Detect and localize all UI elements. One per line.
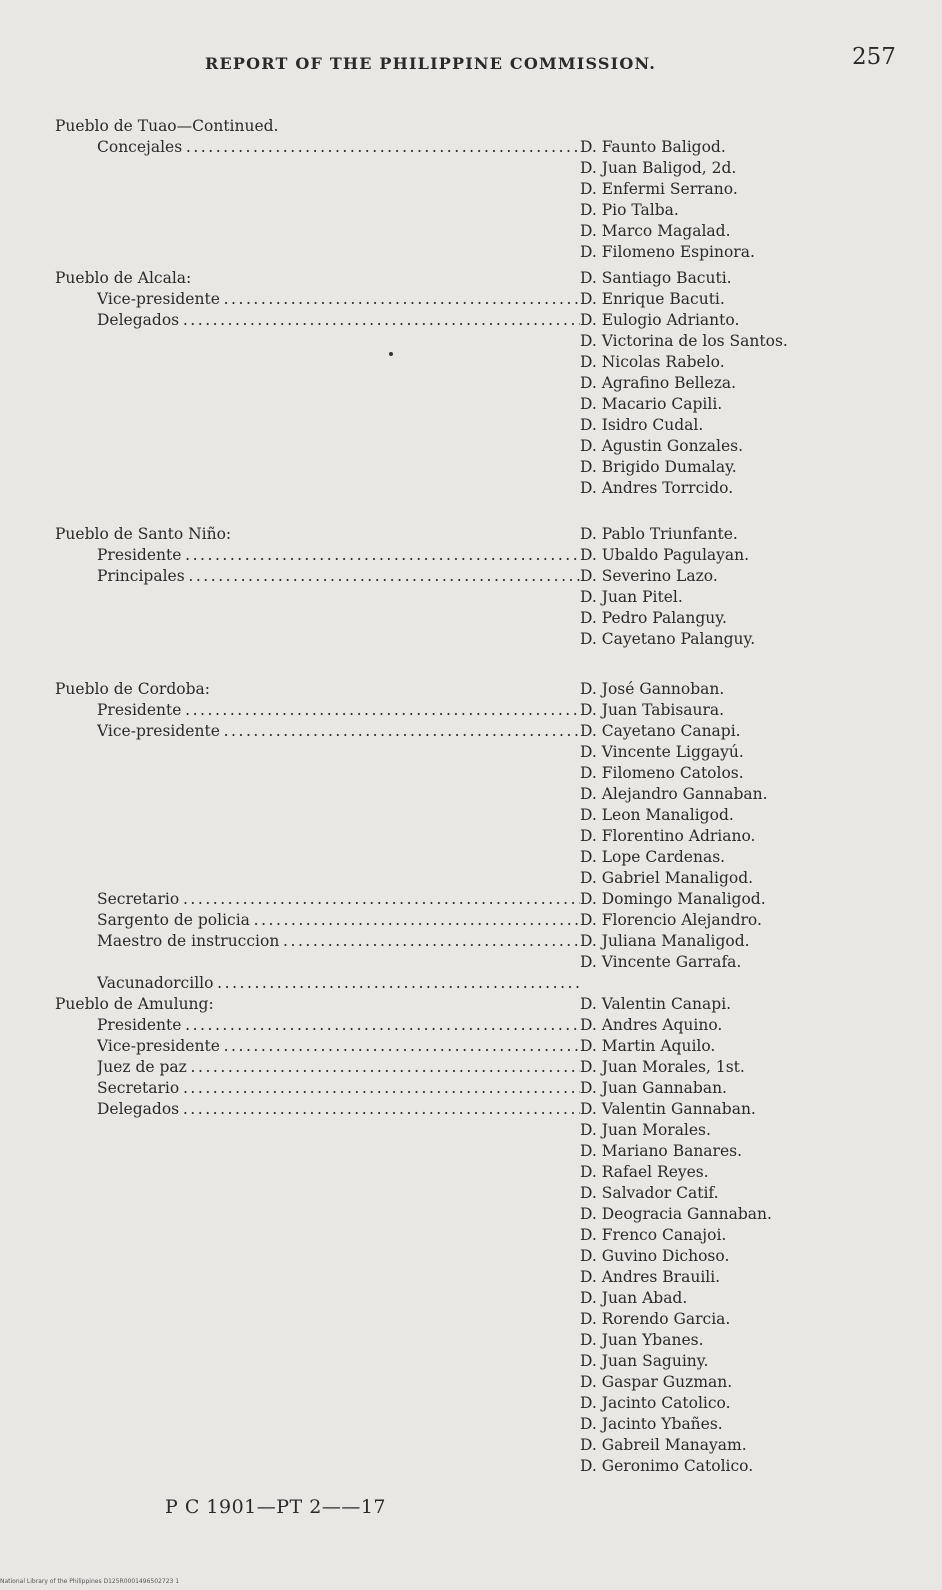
- official-row: [55, 1078, 855, 1099]
- official-name: D. Agrafino Belleza.: [580, 374, 737, 392]
- official-name: D. José Gannoban.: [580, 680, 725, 698]
- official-name: D. Jacinto Ybañes.: [580, 1415, 723, 1433]
- office-label: Vice-presidente . . .: [97, 289, 580, 310]
- official-row: [55, 1351, 855, 1372]
- official-name: D. Isidro Cudal.: [580, 416, 704, 434]
- office-label: Delegados . . .: [97, 1099, 580, 1120]
- official-row: [55, 931, 855, 952]
- office-label: Concejales . . .: [97, 137, 580, 158]
- page-number: 257: [852, 44, 896, 70]
- official-name: D. Martin Aquilo.: [580, 1037, 716, 1055]
- official-name: D. Rafael Reyes.: [580, 1163, 709, 1181]
- pueblo-title: Pueblo de Alcala:: [55, 269, 192, 287]
- official-row: [55, 289, 855, 310]
- official-row: [55, 1015, 855, 1036]
- official-row: [55, 847, 855, 868]
- official-name: D. Juan Abad.: [580, 1289, 688, 1307]
- official-row: [55, 1288, 855, 1309]
- pueblo-section: [55, 679, 855, 994]
- official-row: [55, 1393, 855, 1414]
- official-name: D. Filomeno Espinora.: [580, 243, 755, 261]
- official-row: [55, 415, 855, 436]
- office-label: Secretario . . .: [97, 889, 580, 910]
- official-row: [55, 1309, 855, 1330]
- official-name: D. Gaspar Guzman.: [580, 1373, 733, 1391]
- official-row: [55, 805, 855, 826]
- official-row: [55, 137, 855, 158]
- official-row: [55, 268, 855, 289]
- official-name: D. Alejandro Gannaban.: [580, 785, 768, 803]
- official-name: D. Cayetano Palanguy.: [580, 630, 756, 648]
- official-row: [55, 889, 855, 910]
- official-row: [55, 910, 855, 931]
- official-row: [55, 784, 855, 805]
- official-name: D. Andres Torrcido.: [580, 479, 734, 497]
- official-name: D. Salvador Catif.: [580, 1184, 719, 1202]
- office-label: Presidente . . .: [97, 700, 580, 721]
- office-label: Vice-presidente . . .: [97, 1036, 580, 1057]
- official-row: [55, 1204, 855, 1225]
- official-row: [55, 566, 855, 587]
- official-name: D. Pio Talba.: [580, 201, 679, 219]
- office-label: Vice-presidente . . .: [97, 721, 580, 742]
- office-label: Presidente . . .: [97, 545, 580, 566]
- official-row: [55, 679, 855, 700]
- official-name: D. Severino Lazo.: [580, 567, 718, 585]
- official-name: D. Guvino Dichoso.: [580, 1247, 730, 1265]
- official-row: [55, 1246, 855, 1267]
- official-row: [55, 394, 855, 415]
- official-name: D. Vincente Liggayú.: [580, 743, 744, 761]
- official-row: [55, 373, 855, 394]
- official-row: [55, 524, 855, 545]
- pueblo-title: Pueblo de Tuao—Continued.: [55, 117, 279, 135]
- official-row: [55, 1162, 855, 1183]
- official-row: [55, 587, 855, 608]
- official-row: [55, 973, 855, 994]
- pueblo-title: Pueblo de Santo Niño:: [55, 525, 232, 543]
- official-row: [55, 994, 855, 1015]
- official-row: [55, 1414, 855, 1435]
- official-row: [55, 952, 855, 973]
- official-name: D. Agustin Gonzales.: [580, 437, 743, 455]
- official-row: [55, 1183, 855, 1204]
- official-name: D. Leon Manaligod.: [580, 806, 734, 824]
- official-name: D. Juan Gannaban.: [580, 1079, 727, 1097]
- official-name: D. Enfermi Serrano.: [580, 180, 738, 198]
- official-row: [55, 1099, 855, 1120]
- official-row: [55, 1141, 855, 1162]
- official-row: [55, 545, 855, 566]
- official-row: [55, 310, 855, 331]
- office-label: Secretario . . .: [97, 1078, 580, 1099]
- official-name: D. Andres Aquino.: [580, 1016, 723, 1034]
- official-row: [55, 742, 855, 763]
- pueblo-title: Pueblo de Amulung:: [55, 995, 214, 1013]
- pueblo-title: Pueblo de Cordoba:: [55, 680, 210, 698]
- official-row: [55, 179, 855, 200]
- office-label: Principales . . .: [97, 566, 580, 587]
- running-header: REPORT OF THE PHILIPPINE COMMISSION.: [205, 54, 657, 73]
- office-label: Sargento de policia . . .: [97, 910, 580, 931]
- official-name: D. Florencio Alejandro.: [580, 911, 762, 929]
- official-name: D. Gabriel Manaligod.: [580, 869, 754, 887]
- official-row: [55, 221, 855, 242]
- official-name: D. Cayetano Canapi.: [580, 722, 741, 740]
- official-name: D. Rorendo Garcia.: [580, 1310, 731, 1328]
- official-row: [55, 1372, 855, 1393]
- official-row: [55, 331, 855, 352]
- official-row: [55, 242, 855, 263]
- official-row: [55, 868, 855, 889]
- official-row: [55, 1057, 855, 1078]
- office-label: Presidente . . .: [97, 1015, 580, 1036]
- official-row: [55, 1456, 855, 1477]
- pueblo-section: [55, 994, 855, 1477]
- official-name: D. Filomeno Catolos.: [580, 764, 744, 782]
- official-name: D. Santiago Bacuti.: [580, 269, 732, 287]
- official-name: D. Juan Baligod, 2d.: [580, 159, 737, 177]
- official-name: D. Brigido Dumalay.: [580, 458, 737, 476]
- official-name: D. Gabreil Manayam.: [580, 1436, 747, 1454]
- library-imprint: National Library of the Philippines D125R0001496502723 1: [0, 1578, 180, 1585]
- print-speck-icon: [389, 352, 393, 356]
- office-label: Maestro de instruccion . . .: [97, 931, 580, 952]
- official-row: [55, 608, 855, 629]
- official-name: D. Lope Cardenas.: [580, 848, 726, 866]
- official-name: D. Enrique Bacuti.: [580, 290, 725, 308]
- official-row: [55, 629, 855, 650]
- official-row: [55, 700, 855, 721]
- official-name: D. Juan Saguiny.: [580, 1352, 709, 1370]
- official-row: [55, 826, 855, 847]
- official-name: D. Pablo Triunfante.: [580, 525, 738, 543]
- official-row: [55, 1120, 855, 1141]
- official-name: D. Mariano Banares.: [580, 1142, 743, 1160]
- signature-mark: P C 1901—PT 2——17: [165, 1496, 387, 1518]
- official-name: D. Andres Brauili.: [580, 1268, 721, 1286]
- official-name: D. Juliana Manaligod.: [580, 932, 750, 950]
- official-row: [55, 1267, 855, 1288]
- official-name: D. Deogracia Gannaban.: [580, 1205, 772, 1223]
- official-name: D. Victorina de los Santos.: [580, 332, 788, 350]
- official-row: [55, 1435, 855, 1456]
- official-name: D. Pedro Palanguy.: [580, 609, 727, 627]
- official-name: D. Vincente Garrafa.: [580, 953, 742, 971]
- office-label: Juez de paz . . .: [97, 1057, 580, 1078]
- official-name: D. Marco Magalad.: [580, 222, 731, 240]
- official-row: [55, 436, 855, 457]
- official-name: D. Frenco Canajoi.: [580, 1226, 727, 1244]
- official-name: D. Faunto Baligod.: [580, 138, 726, 156]
- official-name: D. Florentino Adriano.: [580, 827, 756, 845]
- official-name: D. Nicolas Rabelo.: [580, 353, 725, 371]
- pueblo-section: [55, 524, 855, 650]
- official-row: [55, 763, 855, 784]
- official-name: D. Juan Morales, 1st.: [580, 1058, 745, 1076]
- pueblo-section: [55, 116, 855, 263]
- official-row: [55, 721, 855, 742]
- office-label: Vacunadorcillo . . .: [97, 973, 580, 994]
- official-name: D. Valentin Gannaban.: [580, 1100, 756, 1118]
- official-name: D. Geronimo Catolico.: [580, 1457, 754, 1475]
- official-name: D. Macario Capili.: [580, 395, 723, 413]
- official-name: D. Juan Tabisaura.: [580, 701, 725, 719]
- official-row: [55, 1225, 855, 1246]
- pueblo-section: [55, 268, 855, 499]
- official-row: [55, 457, 855, 478]
- official-name: D. Jacinto Catolico.: [580, 1394, 731, 1412]
- official-name: D. Valentin Canapi.: [580, 995, 732, 1013]
- official-row: [55, 1330, 855, 1351]
- official-name: D. Domingo Manaligod.: [580, 890, 766, 908]
- official-name: D. Ubaldo Pagulayan.: [580, 546, 750, 564]
- official-row: [55, 1036, 855, 1057]
- office-label: Delegados . . .: [97, 310, 580, 331]
- official-row: [55, 478, 855, 499]
- official-name: D. Juan Pitel.: [580, 588, 683, 606]
- official-name: D. Juan Ybanes.: [580, 1331, 704, 1349]
- official-name: D. Juan Morales.: [580, 1121, 711, 1139]
- official-row: [55, 352, 855, 373]
- official-row: [55, 200, 855, 221]
- official-name: D. Eulogio Adrianto.: [580, 311, 740, 329]
- official-row: [55, 158, 855, 179]
